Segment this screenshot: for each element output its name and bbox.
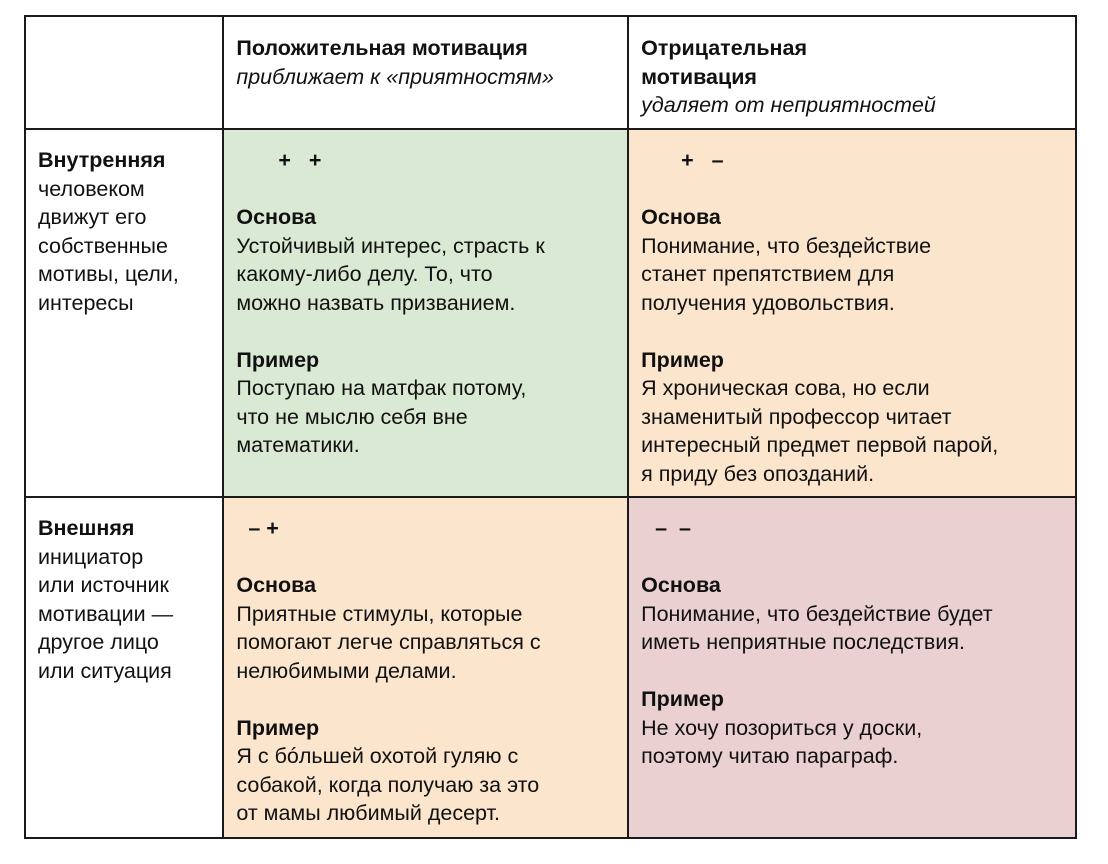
- basis-label: Основа: [236, 573, 317, 597]
- example-line: знаменитый профессор читает: [641, 404, 952, 429]
- header-negative-subtitle: удаляет от неприятностей: [641, 93, 936, 117]
- basis-line: Устойчивый интерес, страсть к: [236, 233, 545, 258]
- basis-line: какому-либо делу. То, что: [236, 262, 493, 286]
- header-positive: [223, 16, 628, 129]
- header-negative-title-line: Отрицательная: [641, 36, 808, 60]
- basis-label: Основа: [641, 205, 721, 229]
- signs-minus-plus: – +: [248, 516, 279, 540]
- internal-positive-cell: [223, 129, 628, 497]
- external-description-line: инициатор: [38, 544, 144, 569]
- basis-line: нелюбимыми делами.: [236, 658, 457, 683]
- basis-label: Основа: [236, 205, 317, 229]
- header-positive-title: Положительная мотивация: [236, 36, 528, 60]
- example-line: собакой, когда получаю за это: [236, 772, 540, 797]
- signs-minus-minus: – –: [655, 516, 692, 540]
- basis-line: иметь неприятные последствия.: [641, 630, 965, 654]
- external-positive-cell: [223, 497, 628, 838]
- basis-line: получения удовольствия.: [641, 290, 895, 315]
- header-positive-subtitle: приближает к «приятностям»: [236, 64, 554, 89]
- example-label: Пример: [236, 715, 320, 740]
- example-label: Пример: [236, 347, 320, 372]
- internal-row: [25, 129, 1076, 497]
- motivation-table: [24, 15, 1077, 839]
- basis-line: Понимание, что бездействие: [641, 233, 932, 258]
- example-line: Поступаю на матфак потому,: [236, 376, 527, 400]
- external-row: [25, 497, 1076, 838]
- header-negative: [628, 16, 1076, 129]
- internal-description-line: собственные: [38, 233, 168, 258]
- example-line: Не хочу позориться у доски,: [641, 715, 923, 740]
- basis-line: Понимание, что бездействие будет: [641, 601, 993, 626]
- signs-plus-minus: + –: [681, 148, 724, 172]
- example-line: я приду без опозданий.: [641, 461, 875, 486]
- example-label: Пример: [641, 347, 724, 372]
- basis-line: Приятные стимулы, которые: [236, 601, 523, 626]
- internal-description-line: интересы: [38, 290, 134, 315]
- header-row: [25, 16, 1076, 129]
- external-description-line: или источник: [38, 573, 169, 597]
- basis-line: помогают легче справляться с: [236, 630, 541, 654]
- corner-cell: [25, 16, 223, 129]
- signs-plus-plus: + +: [278, 148, 322, 172]
- example-line: поэтому читаю параграф.: [641, 744, 899, 768]
- internal-negative-cell: [628, 129, 1076, 497]
- example-line: что не мыслю себя вне: [236, 404, 468, 429]
- internal-description-line: мотивы, цели,: [38, 262, 179, 286]
- internal-title: Внутренняя: [38, 148, 166, 172]
- basis-line: можно назвать призванием.: [236, 290, 516, 315]
- basis-label: Основа: [641, 573, 721, 597]
- header-negative-title-line: мотивация: [641, 64, 757, 89]
- external-description-line: мотивации —: [38, 601, 174, 626]
- example-line: интересный предмет первой парой,: [641, 433, 999, 457]
- internal-description-line: человеком: [38, 176, 145, 201]
- example-line: математики.: [236, 433, 360, 457]
- example-line: Я с бóльшей охотой гуляю с: [236, 744, 519, 768]
- external-negative-cell: [628, 497, 1076, 838]
- internal-description-line: движут его: [38, 205, 147, 229]
- basis-line: станет препятствием для: [641, 262, 895, 286]
- internal-row-header: [25, 129, 223, 497]
- external-title: Внешняя: [38, 516, 135, 540]
- external-row-header: [25, 497, 223, 838]
- example-line: Я хроническая сова, но если: [641, 376, 930, 400]
- example-line: от мамы любимый десерт.: [236, 801, 500, 825]
- external-description-line: другое лицо: [38, 630, 159, 654]
- example-label: Пример: [641, 687, 724, 711]
- external-description-line: или ситуация: [38, 658, 172, 683]
